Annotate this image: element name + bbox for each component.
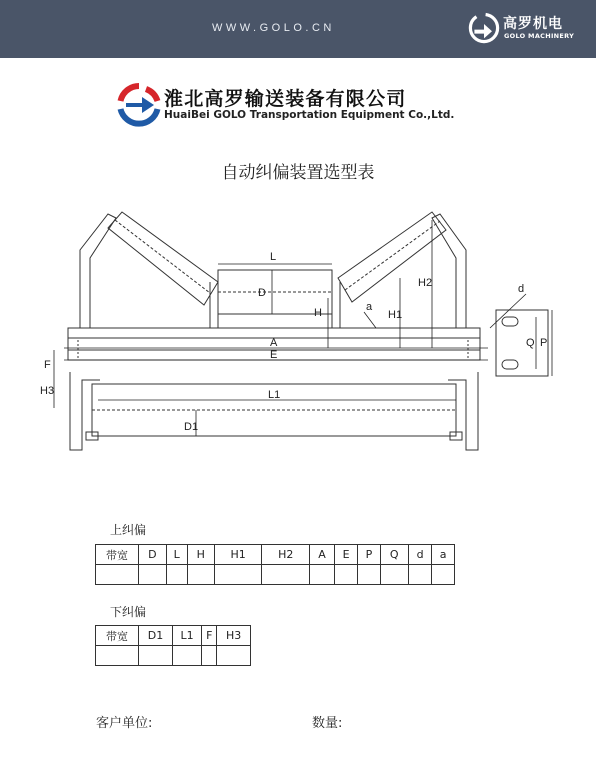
lower-value-cell[interactable] [96, 646, 139, 666]
page-title: 自动纠偏装置选型表 [221, 163, 375, 183]
header-band [0, 0, 596, 58]
upper-header-cell: A [310, 545, 335, 565]
upper-header-cell: L [166, 545, 187, 565]
quantity-label: 数量: [312, 716, 343, 731]
upper-value-cell[interactable] [214, 565, 262, 585]
upper-value-cell[interactable] [187, 565, 214, 585]
dim-label-d: d [518, 283, 525, 295]
brand-name-cn: 高罗机电 [503, 16, 563, 32]
dim-label-D: D [258, 287, 266, 299]
upper-header-cell: H [187, 545, 214, 565]
lower-header-cell: D1 [139, 626, 173, 646]
upper-value-cell[interactable] [335, 565, 358, 585]
left-support-arm [80, 214, 116, 328]
dim-label-H1: H1 [388, 309, 403, 321]
lower-value-cell[interactable] [139, 646, 173, 666]
dim-label-P: P [540, 337, 548, 349]
dim-label-E: E [270, 349, 278, 361]
dim-label-Q: Q [526, 337, 535, 349]
dim-label-a: a [366, 301, 373, 313]
dim-label-A: A [270, 337, 278, 349]
customer-unit-label: 客户单位: [96, 716, 153, 731]
upper-value-cell[interactable] [432, 565, 455, 585]
upper-header-cell: H1 [214, 545, 262, 565]
lower-table-label: 下纠偏 [110, 605, 147, 619]
golo-swirl-logo-icon [468, 12, 500, 44]
lower-header-cell: L1 [173, 626, 202, 646]
brand-name-en: GOLO MACHINERY [504, 32, 575, 40]
upper-value-cell[interactable] [358, 565, 380, 585]
lower-value-cell[interactable] [217, 646, 251, 666]
upper-header-cell: a [432, 545, 455, 565]
dim-label-D1: D1 [184, 421, 199, 433]
upper-header-cell: P [358, 545, 380, 565]
dim-label-H: H [314, 307, 322, 319]
company-name-cn: 淮北高罗输送装备有限公司 [164, 88, 407, 110]
upper-header-cell: H2 [262, 545, 310, 565]
upper-value-cell[interactable] [262, 565, 310, 585]
upper-value-cell[interactable] [408, 565, 431, 585]
lower-header-cell: F [202, 626, 217, 646]
upper-header-cell: Q [380, 545, 408, 565]
upper-header-cell: D [139, 545, 167, 565]
lower-value-cell[interactable] [202, 646, 217, 666]
dim-label-H2: H2 [418, 277, 433, 289]
upper-value-cell[interactable] [166, 565, 187, 585]
lower-header-cell: 带宽 [96, 626, 139, 646]
upper-spec-table [95, 544, 455, 585]
lower-header-cell: H3 [217, 626, 251, 646]
upper-header-cell: 带宽 [96, 545, 139, 565]
company-logo-icon [116, 82, 162, 128]
upper-value-cell[interactable] [310, 565, 335, 585]
dim-label-L1: L1 [268, 389, 281, 401]
dim-label-L: L [270, 251, 277, 263]
lower-spec-table [95, 625, 251, 666]
dim-label-F: F [44, 359, 51, 371]
left-inclined-roller [108, 212, 218, 305]
site-url[interactable]: WWW.GOLO.CN [212, 22, 335, 34]
upper-value-cell[interactable] [139, 565, 167, 585]
right-support-arm [432, 214, 466, 328]
upper-header-cell: E [335, 545, 358, 565]
idler-technical-drawing [0, 200, 596, 460]
lower-value-cell[interactable] [173, 646, 202, 666]
dim-label-H3: H3 [40, 385, 55, 397]
upper-value-cell[interactable] [380, 565, 408, 585]
company-name-en: HuaiBei GOLO Transportation Equipment Co.,Ltd. [164, 109, 455, 121]
upper-header-cell: d [408, 545, 431, 565]
upper-table-label: 上纠偏 [110, 523, 147, 537]
upper-value-cell[interactable] [96, 565, 139, 585]
